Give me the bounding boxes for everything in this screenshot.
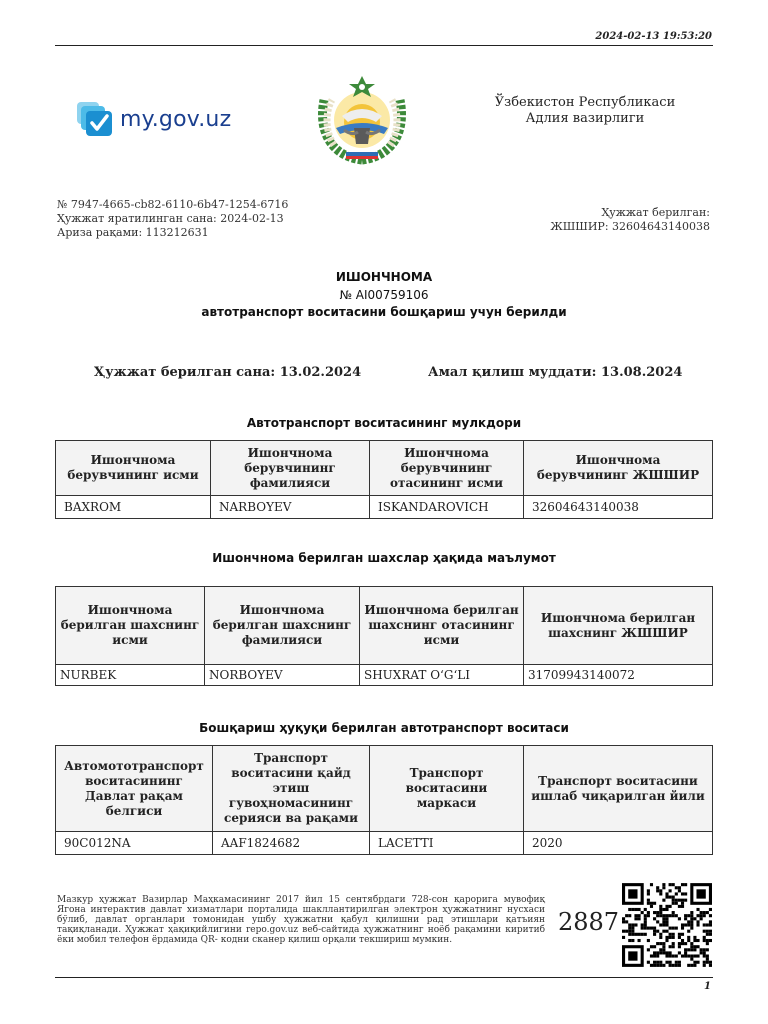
vehicle-section-title: Бошқариш ҳуқуқи берилган автотранспорт воситаси [199,721,569,735]
table-cell: 90C012NA [56,832,213,855]
issued-date: Ҳужжат берилган сана: 13.02.2024 [94,365,362,380]
owner-section-title: Автотранспорт воситасининг мулкдори [246,416,522,430]
ministry-block [470,95,700,127]
table-header-row [56,441,713,496]
table-header-cell: Ишончнома берилган шахснинг фамилияси [205,587,360,665]
power-of-attorney-number: № AI00759106 [339,288,429,302]
table-cell: NORBOYEV [205,665,360,686]
table-cell: ISKANDAROVICH [370,496,524,519]
table-header-cell: Автомототранспорт воситасининг Давлат рақам белгиси [56,746,213,832]
mygov-logo [76,101,231,137]
table-header-cell: Ишончнома берилган шахснинг исми [56,587,205,665]
table-header-cell: Ишончнома берилган шахснинг ЖШШИР [524,587,713,665]
verification-code: 2887 [558,908,620,936]
vehicle-table [55,745,713,855]
table-cell: 32604643140038 [524,496,713,519]
table-header-cell: Транспорт воситасини маркаси [370,746,524,832]
valid-until-date: Амал қилиш муддати: 13.08.2024 [428,365,683,380]
mygov-check-icon [76,101,114,137]
table-cell: NURBEK [56,665,205,686]
table-cell: AAF1824682 [213,832,370,855]
logo-text: my.gov.uz [120,106,232,132]
table-header-cell: Ишончнома берувчининг ЖШШИР [524,441,713,496]
header-rule [55,45,713,46]
table-header-cell: Ишончнома берилган шахснинг отасининг исми [360,587,524,665]
state-emblem-icon [312,70,412,166]
ministry-country: Ўзбекистон Республикаси [494,95,676,110]
table-header-row [56,587,713,665]
legal-footnote: Мазкур ҳужжат Вазирлар Маҳкамасининг 2017 йил 15 сентябрдаги 728-сон қарорига мувофиқ Ягона интерактив давлат хизматлари порталида шакллантирилган электрон ҳужжатнинг нусхаси бўлиб, давлат органлари томонидан ушбу ҳужжатни қабул қилишни рад этишлари қатъиян тақиқланади. Ҳужжат ҳақиқийлигини repo.gov.uz веб-сайтида ҳужжатнинг ноёб рақамини киритиб ёки мобил телефон ёрдамида QR- кодни сканер қилиш орқали текшириш мумкин. [57,895,545,945]
page-number: 1 [704,981,711,992]
owner-table [55,440,713,519]
table-row [56,832,713,855]
table-cell: 31709943140072 [524,665,713,686]
table-cell: SHUXRAT O‘G‘LI [360,665,524,686]
issued-to-label: Ҳужжат берилган: [601,206,710,219]
issued-to [550,206,710,234]
table-header-cell: Транспорт воситасини ишлаб чиқарилган йили [524,746,713,832]
table-header-cell: Ишончнома берувчининг исми [56,441,211,496]
table-row [56,665,713,686]
table-header-row [56,746,713,832]
document-number: № 7947-4665-cb82-6110-6b47-1254-6716 [57,198,289,211]
document-timestamp: 2024-02-13 19:53:20 [595,31,712,42]
table-header-cell: Ишончнома берувчининг отасининг исми [370,441,524,496]
document-created-date: Ҳужжат яратилинган сана: 2024-02-13 [57,212,284,225]
table-header-cell: Транспорт воситасини қайд этиш гувоҳномасининг серияси ва рақами [213,746,370,832]
qr-code-icon [622,883,712,967]
document-heading: ИШОНЧНОМА [335,270,433,284]
table-cell: LACETTI [370,832,524,855]
ministry-name: Адлия вазирлиги [525,111,645,126]
document-purpose: автотранспорт воситасини бошқариш учун берилди [201,305,567,319]
table-cell: 2020 [524,832,713,855]
document-meta [57,198,288,240]
table-row [56,496,713,519]
trustee-table [55,586,713,686]
table-cell: BAXROM [56,496,211,519]
footer-rule [55,977,713,978]
application-number: Ариза рақами: 113212631 [57,226,209,239]
trustee-section-title: Ишончнома берилган шахслар ҳақида маълумот [212,551,556,565]
table-cell: NARBOYEV [211,496,370,519]
table-header-cell: Ишончнома берувчининг фамилияси [211,441,370,496]
issued-to-pin: ЖШШИР: 32604643140038 [550,220,710,233]
